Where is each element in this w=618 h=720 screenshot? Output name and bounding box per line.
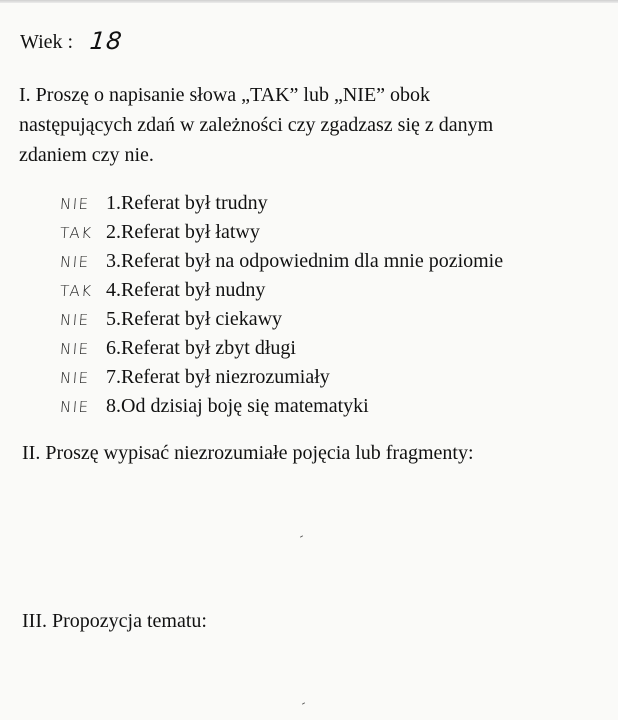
statement-text: 5.Referat był ciekawy: [106, 308, 283, 330]
top-edge-line: [0, 0, 618, 3]
handwritten-answer: NIE: [59, 369, 91, 387]
handwritten-answer: NIE: [59, 340, 91, 358]
statement-text: 7.Referat był niezrozumiały: [106, 366, 330, 388]
statement-text: 3.Referat był na odpowiednim dla mnie poziomie: [106, 250, 504, 272]
handwritten-answer: NIE: [59, 253, 91, 271]
instruction-line: zdaniem czy nie.: [19, 144, 154, 166]
section-3-heading: III. Propozycja tematu:: [22, 610, 207, 632]
statement-text: 6.Referat był zbyt długi: [106, 337, 296, 359]
age-row: [20, 26, 123, 54]
statement-row: [60, 366, 610, 395]
handwritten-answer: NIE: [59, 398, 91, 416]
handwritten-answer: TAK: [59, 224, 94, 242]
age-handwritten-value: 18: [88, 27, 125, 55]
handwritten-answer: NIE: [59, 195, 91, 213]
statement-text: 4.Referat był nudny: [106, 279, 266, 301]
instruction-line: następujących zdań w zależności czy zgadzasz się z danym: [19, 114, 494, 136]
paper-speck: [300, 535, 303, 537]
statement-text: 1.Referat był trudny: [106, 192, 268, 214]
age-label: Wiek :: [20, 31, 74, 53]
statement-row: [60, 308, 610, 337]
statement-row: [60, 221, 610, 250]
handwritten-answer: NIE: [59, 311, 91, 329]
statement-row: [60, 395, 610, 424]
statement-list: [60, 192, 610, 424]
statement-row: [60, 192, 610, 221]
statement-text: 2.Referat był łatwy: [106, 221, 260, 243]
instruction-line: I. Proszę o napisanie słowa „TAK” lub „NIE” obok: [19, 84, 431, 106]
statement-row: [60, 250, 610, 279]
section-1-instructions: [19, 80, 609, 170]
paper-speck: [302, 702, 305, 704]
handwritten-answer: TAK: [59, 282, 94, 300]
statement-row: [60, 337, 610, 366]
statement-row: [60, 279, 610, 308]
section-2-heading: II. Proszę wypisać niezrozumiałe pojęcia lub fragmenty:: [22, 442, 474, 464]
statement-text: 8.Od dzisiaj boję się matematyki: [106, 395, 369, 417]
